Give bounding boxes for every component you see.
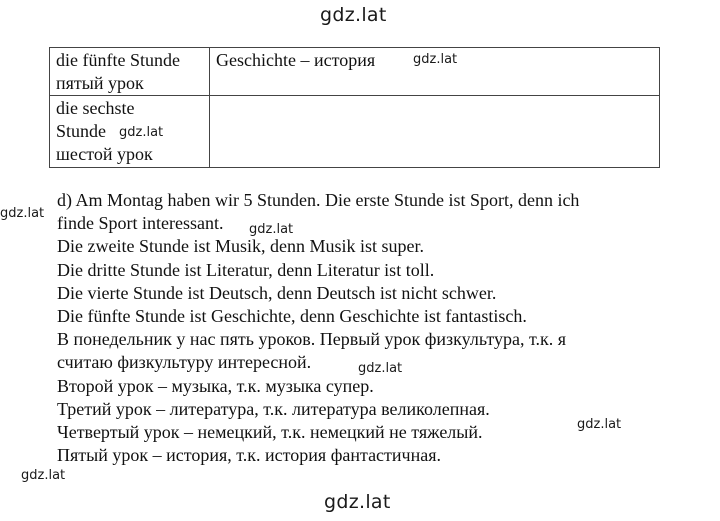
watermark-table-row1: gdz.lat xyxy=(413,52,458,67)
watermark-bottom-left: gdz.lat xyxy=(21,468,66,483)
table-cell-lesson xyxy=(50,48,210,96)
text-line: Четвертый урок – немецкий, т.к. немецкий не тяжелый. xyxy=(57,422,483,443)
text-line: Die vierte Stunde ist Deutsch, denn Deutsch ist nicht schwer. xyxy=(57,282,497,303)
answer-text xyxy=(57,189,677,467)
watermark-right-side: gdz.lat xyxy=(577,417,622,432)
text-line: Die fünfte Stunde ist Geschichte, denn Geschichte ist fantastisch. xyxy=(57,306,527,327)
table-cell-subject: Geschichte – история xyxy=(210,48,660,96)
watermark-top: gdz.lat xyxy=(320,4,387,26)
cell-line: пятый урок xyxy=(56,73,144,93)
watermark-bottom: gdz.lat xyxy=(324,491,391,513)
text-line: Die dritte Stunde ist Literatur, denn Literatur ist toll. xyxy=(57,259,435,280)
table-row xyxy=(50,48,660,96)
cell-line: die fünfte Stunde xyxy=(56,50,180,70)
watermark-after-ru-line2: gdz.lat xyxy=(358,361,403,376)
text-line: Die zweite Stunde ist Musik, denn Musik ist super. xyxy=(57,236,424,257)
table-cell-lesson xyxy=(50,96,210,168)
text-line: В понедельник у нас пять уроков. Первый урок физкультура, т.к. я xyxy=(57,329,567,350)
cell-line: Stunde xyxy=(56,121,107,141)
cell-line: die sechste xyxy=(56,98,135,118)
text-line: считаю физкультуру интересной. xyxy=(57,352,312,373)
text-line: Третий урок – литература, т.к. литература великолепная. xyxy=(57,398,490,419)
table-cell-subject xyxy=(210,96,660,168)
watermark-table-row2: gdz.lat xyxy=(119,125,164,140)
text-line: Пятый урок – история, т.к. история фантастичная. xyxy=(57,445,442,466)
watermark-left-margin: gdz.lat xyxy=(0,206,45,221)
table-row xyxy=(50,96,660,168)
text-line: Второй урок – музыка, т.к. музыка супер. xyxy=(57,375,374,396)
text-line: finde Sport interessant. xyxy=(57,213,224,234)
cell-line: шестой урок xyxy=(56,144,153,164)
schedule-table xyxy=(49,47,660,168)
watermark-after-line2: gdz.lat xyxy=(249,222,294,237)
text-line: d) Am Montag haben wir 5 Stunden. Die erste Stunde ist Sport, denn ich xyxy=(57,190,580,210)
